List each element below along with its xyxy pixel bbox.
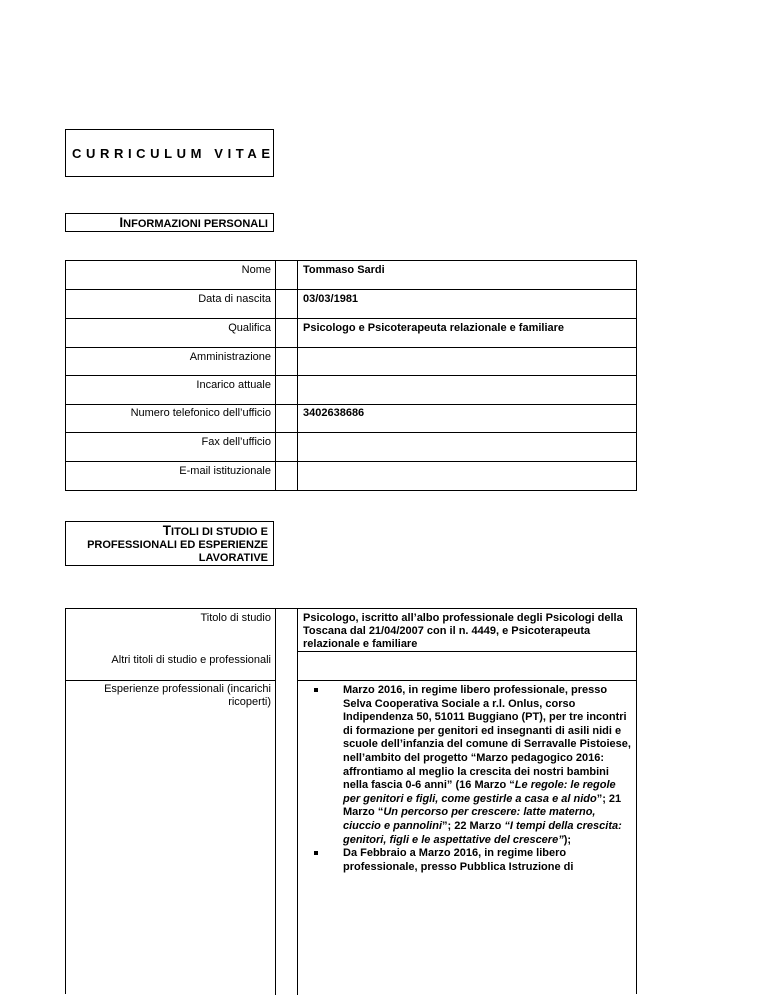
value-titolo-di-studio: Psicologo, iscritto all’albo professionale degli Psicologi della Toscana dal 21/04/2007 con il n. 4449, e Psicoterapeuta relazionale e familiare xyxy=(303,612,623,650)
label-data-nascita: Data di nascita xyxy=(198,293,271,305)
studies-section-title: TITOLI DI STUDIO E PROFESSIONALI ED ESPERIENZE LAVORATIVE xyxy=(87,523,268,564)
experience-list xyxy=(314,684,634,874)
label-fax-ufficio: Fax dell’ufficio xyxy=(201,436,271,448)
label-amministrazione: Amministrazione xyxy=(189,351,271,363)
bullet-icon xyxy=(314,688,318,692)
cv-title-box xyxy=(65,129,274,177)
label-email-istituzionale: E-mail istituzionale xyxy=(179,465,271,477)
label-altri-titoli: Altri titoli di studio e professionali xyxy=(111,654,271,666)
value-nome: Tommaso Sardi xyxy=(303,264,385,276)
value-data-nascita: 03/03/1981 xyxy=(303,293,359,305)
label-esperienze-professionali: Esperienze professionali (incarichi ricoperti) xyxy=(104,683,271,708)
studies-table xyxy=(65,608,637,994)
bullet-icon xyxy=(314,851,318,855)
label-titolo-di-studio: Titolo di studio xyxy=(200,612,271,624)
personal-section-title: INFORMAZIONI PERSONALI xyxy=(119,215,268,230)
label-nome: Nome xyxy=(241,264,271,276)
cv-title: CURRICULUM VITAE xyxy=(72,146,275,161)
personal-section-heading xyxy=(65,213,274,232)
experience-item: Marzo 2016, in regime libero professionale, presso Selva Cooperativa Sociale a r.l. Onlus, corso Indipendenza 50, 51011 Buggiano (PT), per tre incontri di formazione per genitori ed insegnanti di asili nidi e scuole dell’infanzia del comune di Serravalle Pistoiese, nell’ambito del progetto “Marzo pedagogico 2016: affrontiamo al meglio la crescita dei nostri bambini nella fascia 0-6 anni” (16 Marzo “Le regole: le regole per genitori e figli, come gestirle a casa e al nido”; 21 Marzo “Un percorso per crescere: latte materno, ciuccio e pannolini”; 22 Marzo “I tempi della crescita: genitori, figli e le aspettative del crescere”); xyxy=(314,684,634,847)
experience-item: Da Febbraio a Marzo 2016, in regime libero professionale, presso Pubblica Istruzione di xyxy=(314,847,634,874)
value-telefono-ufficio: 3402638686 xyxy=(303,407,365,419)
value-qualifica: Psicologo e Psicoterapeuta relazionale e familiare xyxy=(303,322,565,334)
label-incarico-attuale: Incarico attuale xyxy=(196,379,271,391)
label-qualifica: Qualifica xyxy=(228,322,271,334)
studies-section-heading xyxy=(65,521,274,566)
label-telefono-ufficio: Numero telefonico dell’ufficio xyxy=(130,407,271,419)
personal-info-table xyxy=(65,260,637,491)
